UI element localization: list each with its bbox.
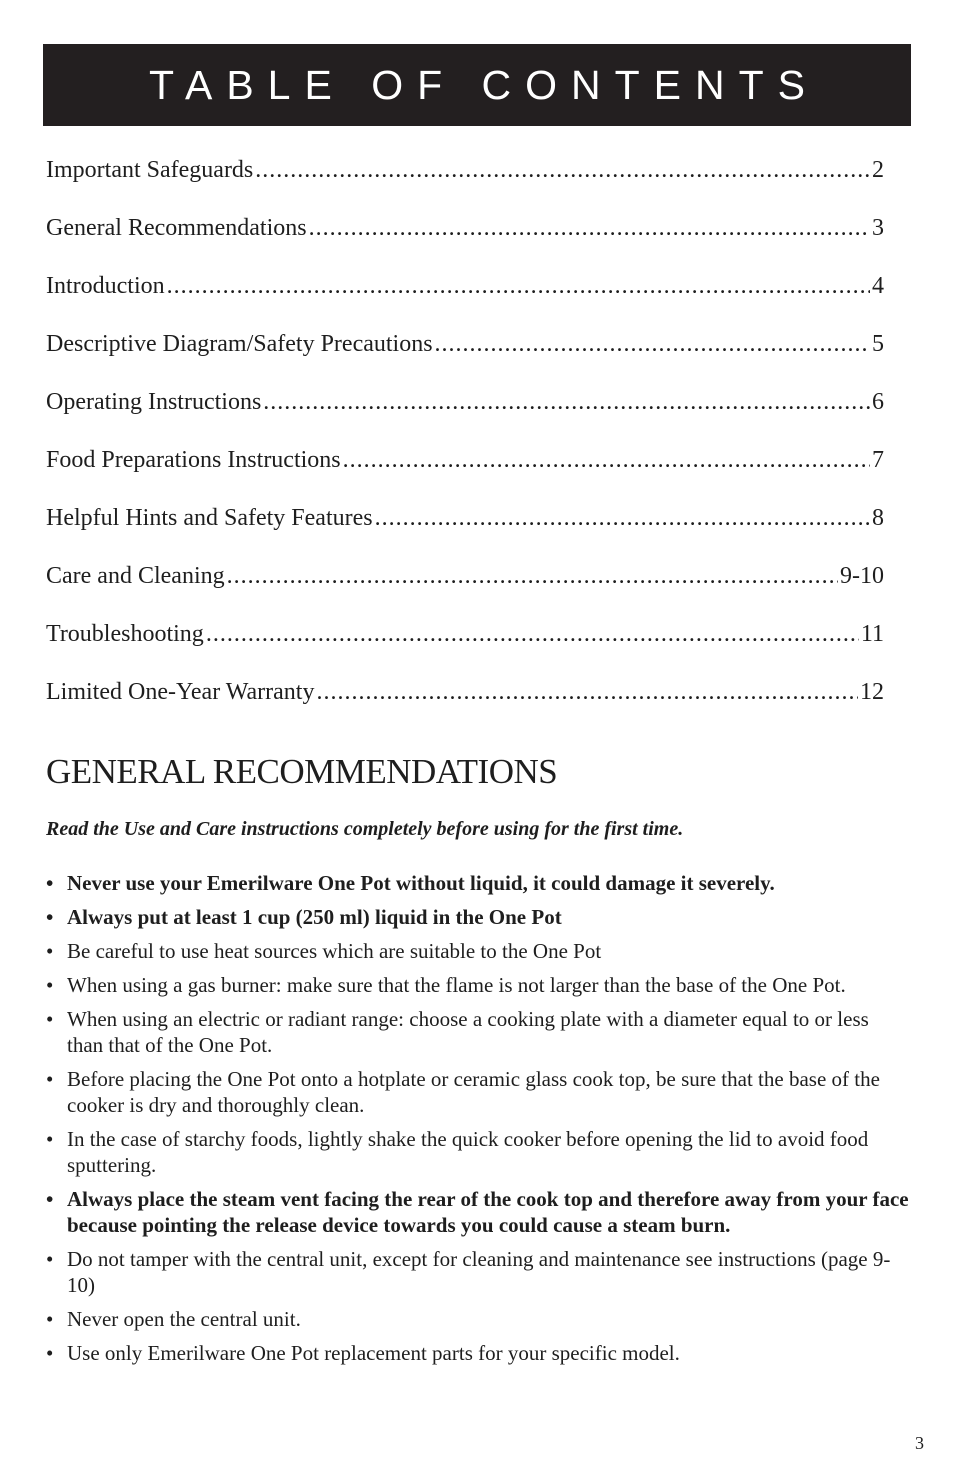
toc-entry-title: Helpful Hints and Safety Features (46, 505, 373, 531)
toc-entry-page: 7 (872, 447, 884, 473)
toc-entry-title: Care and Cleaning (46, 563, 225, 589)
toc-banner (43, 44, 911, 126)
toc-entry (46, 438, 884, 496)
list-item: • Always place the steam vent facing the rear of the cook top and therefore away from your face because pointing the release device towards you could cause a steam burn. (46, 1186, 910, 1238)
list-item: • Use only Emerilware One Pot replacement parts for your specific model. (46, 1340, 910, 1366)
toc-entry (46, 380, 884, 438)
toc-entry-title: General Recommendations (46, 215, 307, 241)
list-item: • When using an electric or radiant range: choose a cooking plate with a diameter equal to or less than that of the One Pot. (46, 1006, 910, 1058)
toc-leader-dots (309, 206, 870, 250)
toc-entry (46, 322, 884, 380)
toc-entry-page: 11 (860, 621, 884, 647)
toc-leader-dots (167, 264, 870, 308)
page-number: 3 (915, 1433, 924, 1453)
toc-entry-title: Descriptive Diagram/Safety Precautions (46, 331, 433, 357)
toc-entry-title: Operating Instructions (46, 389, 262, 415)
toc-list (46, 148, 884, 728)
toc-entry (46, 264, 884, 322)
list-item: • Do not tamper with the central unit, except for cleaning and maintenance see instructions (page 9-10) (46, 1246, 910, 1298)
toc-entry-page: 8 (872, 505, 884, 531)
toc-leader-dots (375, 496, 870, 540)
toc-entry (46, 148, 884, 206)
toc-entry-page: 2 (872, 157, 884, 183)
list-item: • In the case of starchy foods, lightly shake the quick cooker before opening the lid to avoid food sputtering. (46, 1126, 910, 1178)
toc-leader-dots (435, 322, 870, 366)
toc-entry-title: Important Safeguards (46, 157, 254, 183)
toc-leader-dots (255, 148, 870, 192)
section-intro: Read the Use and Care instructions completely before using for the first time. (46, 818, 684, 840)
toc-title: TABLE OF CONTENTS (148, 61, 820, 108)
recommendations-list (46, 870, 910, 1374)
list-item: • Before placing the One Pot onto a hotplate or ceramic glass cook top, be sure that the base of the cooker is dry and thoroughly clean. (46, 1066, 910, 1118)
toc-entry-title: Food Preparations Instructions (46, 447, 341, 473)
toc-leader-dots (343, 438, 870, 482)
list-item: • Never open the central unit. (46, 1306, 910, 1332)
toc-entry-title: Limited One-Year Warranty (46, 679, 315, 705)
toc-leader-dots (206, 612, 859, 656)
toc-leader-dots (227, 554, 838, 598)
list-item: • Be careful to use heat sources which are suitable to the One Pot (46, 938, 910, 964)
list-item: • Never use your Emerilware One Pot without liquid, it could damage it severely. (46, 870, 910, 896)
toc-entry-title: Introduction (46, 273, 165, 299)
toc-leader-dots (316, 670, 858, 714)
toc-entry-page: 9-10 (840, 563, 884, 589)
toc-entry (46, 554, 884, 612)
toc-entry (46, 206, 884, 264)
toc-entry-page: 4 (872, 273, 884, 299)
toc-entry-title: Troubleshooting (46, 621, 204, 647)
toc-entry (46, 612, 884, 670)
section-heading: GENERAL RECOMMENDATIONS (46, 752, 558, 791)
toc-entry (46, 670, 884, 728)
toc-entry (46, 496, 884, 554)
toc-entry-page: 3 (872, 215, 884, 241)
toc-entry-page: 6 (872, 389, 884, 415)
toc-leader-dots (263, 380, 870, 424)
toc-entry-page: 12 (860, 679, 884, 705)
toc-entry-page: 5 (872, 331, 884, 357)
list-item: • Always put at least 1 cup (250 ml) liquid in the One Pot (46, 904, 910, 930)
list-item: • When using a gas burner: make sure that the flame is not larger than the base of the One Pot. (46, 972, 910, 998)
